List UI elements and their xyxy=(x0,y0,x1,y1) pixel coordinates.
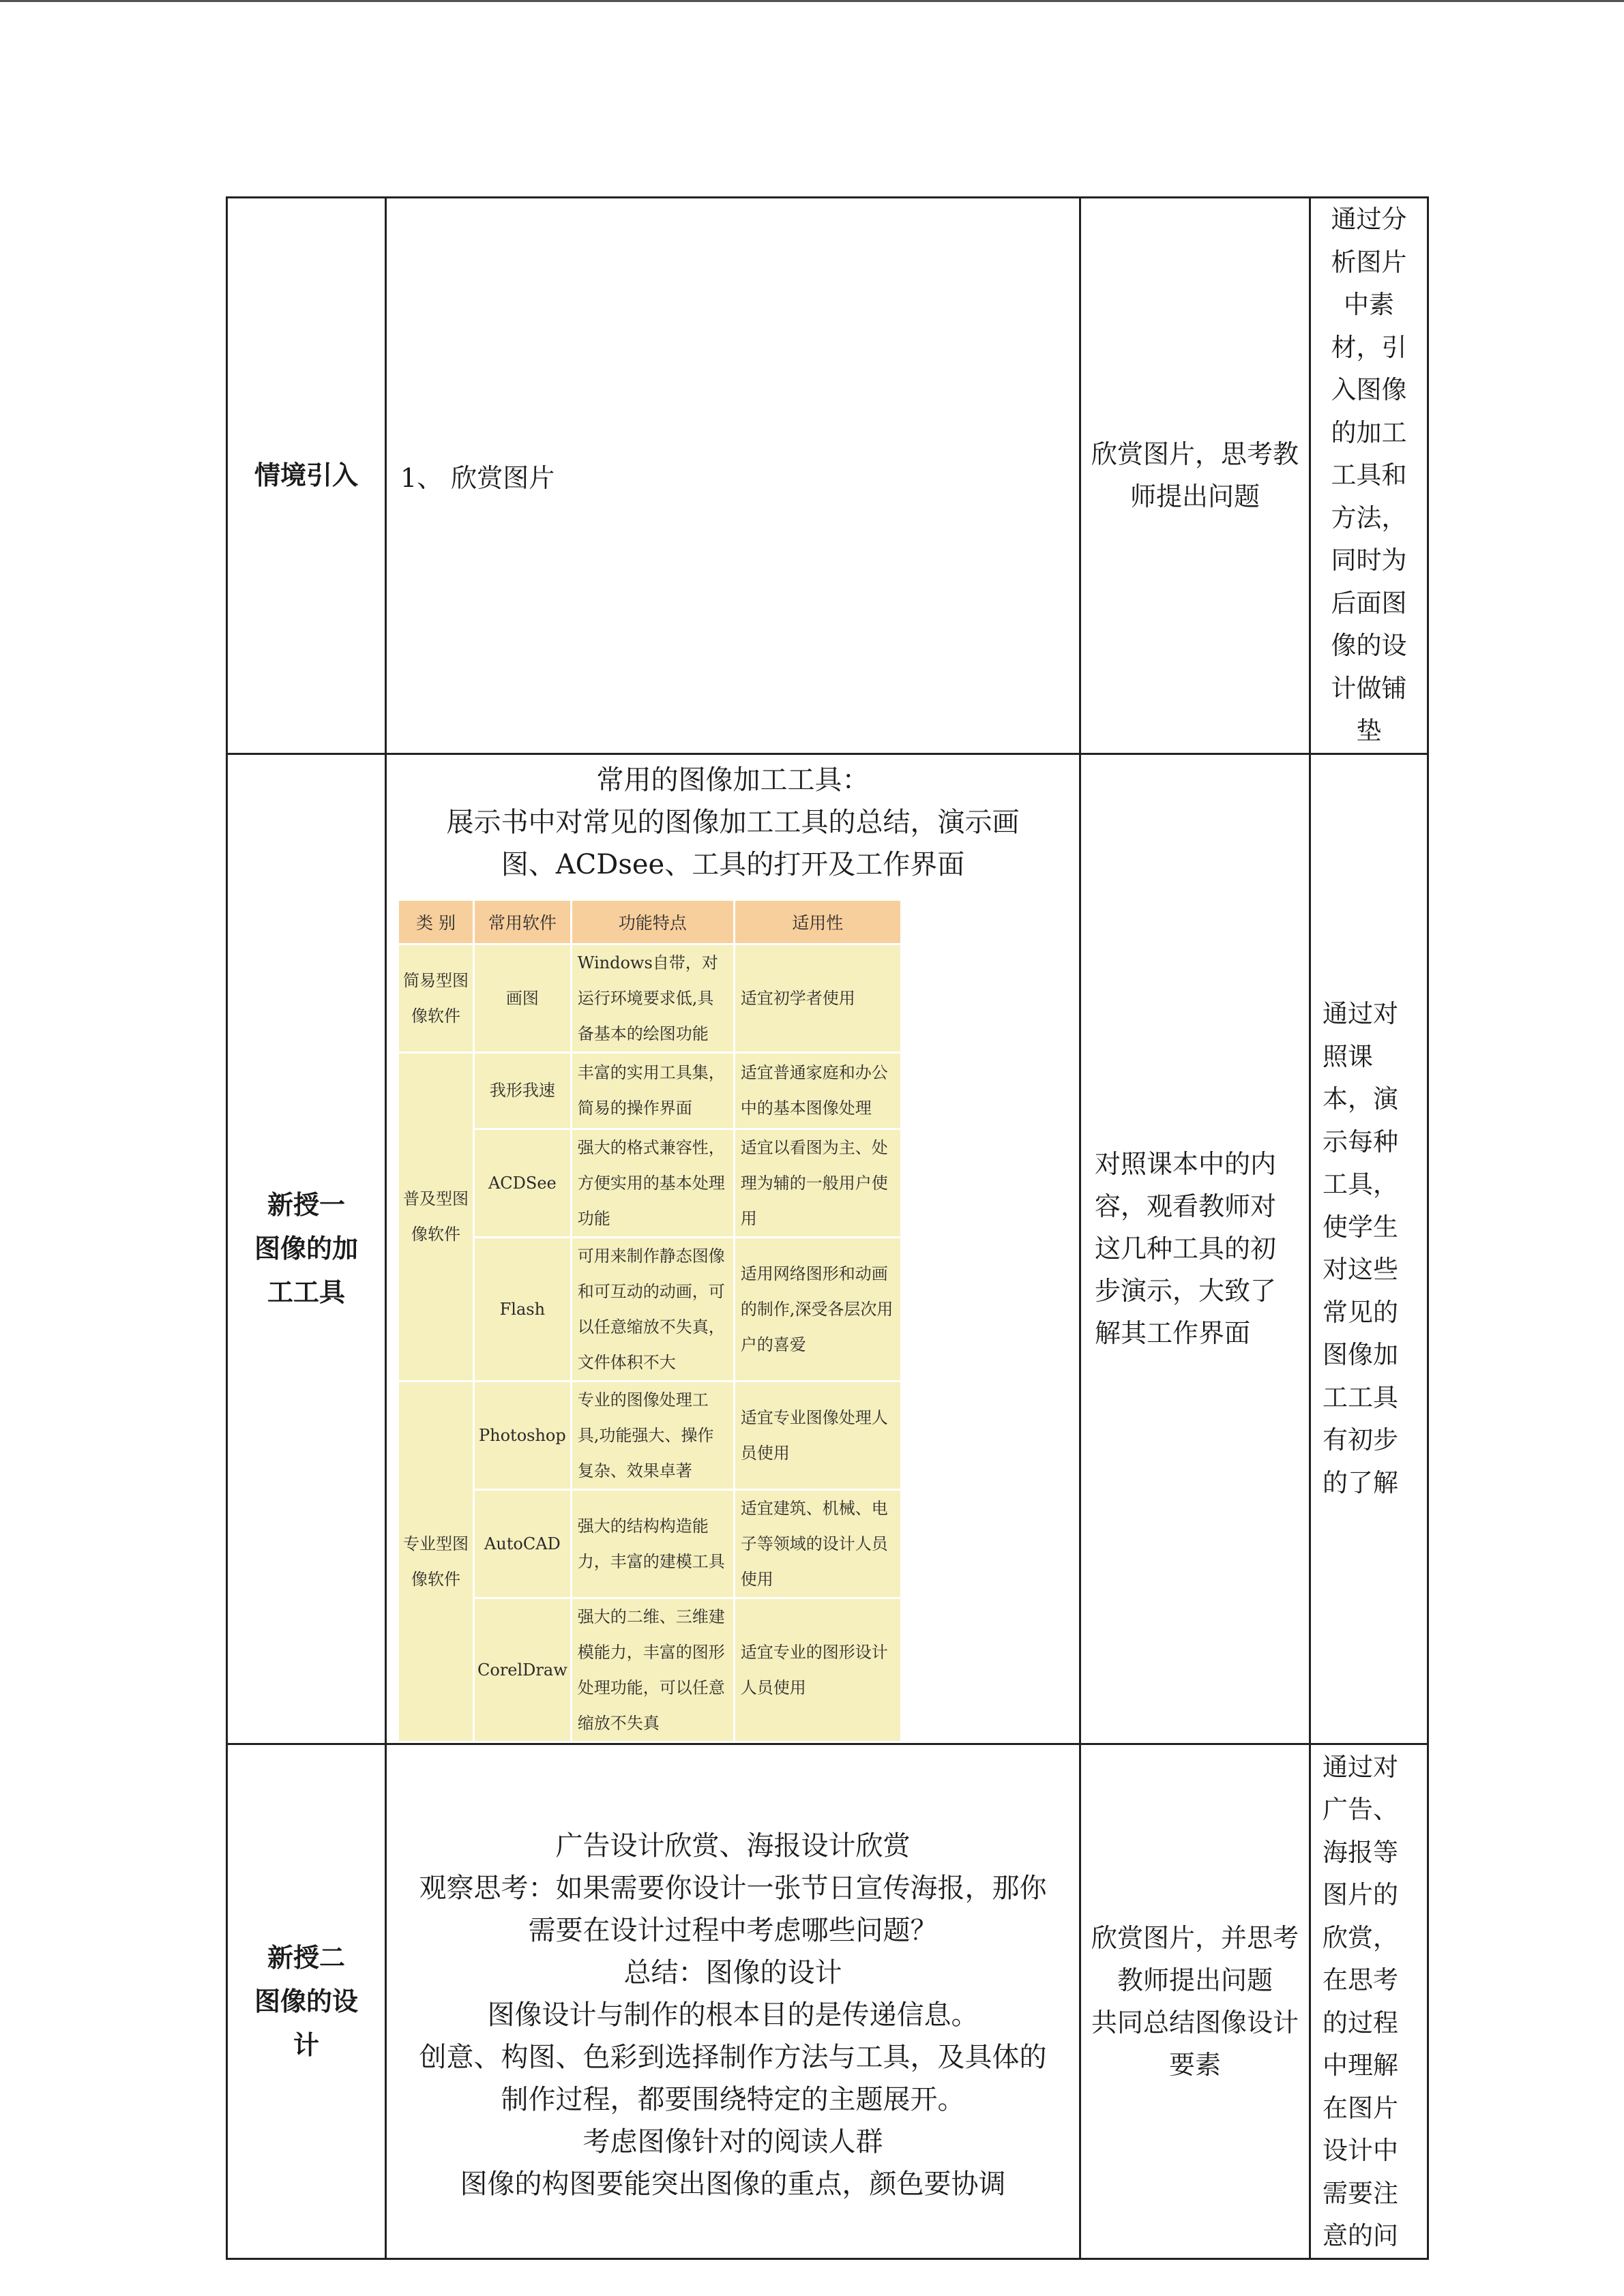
table-row xyxy=(227,754,1428,1744)
content-line: 观察思考：如果需要你设计一张节日宣传海报，那你需要在设计过程中考虑哪些问题？ xyxy=(419,1872,1047,1946)
header-features: 功能特点 xyxy=(572,901,735,945)
software-features: 强大的二维、三维建模能力，丰富的图形处理功能，可以任意缩放不失真 xyxy=(572,1599,735,1743)
stage-cell xyxy=(227,198,386,754)
lesson-plan-table xyxy=(226,196,1429,2260)
software-suitability: 适宜专业图像处理人员使用 xyxy=(735,1382,902,1491)
content-line: 总结：图像的设计 xyxy=(623,1956,842,1988)
software-suitability: 适宜专业的图形设计人员使用 xyxy=(735,1599,902,1743)
page-top-border xyxy=(0,0,1624,2)
software-suitability: 适宜初学者使用 xyxy=(735,945,902,1054)
software-row xyxy=(399,1382,902,1491)
software-suitability: 适宜普通家庭和办公中的基本图像处理 xyxy=(735,1054,902,1130)
software-name: ACDSee xyxy=(475,1130,572,1238)
software-features: 专业的图像处理工具,功能强大、操作复杂、效果卓著 xyxy=(572,1382,735,1491)
software-row xyxy=(399,1130,902,1238)
design-intent-text: 通过分析图片中素材，引入图像的加工工具和方法，同时为后面图像的设计做铺垫 xyxy=(1331,205,1407,745)
software-name: Photoshop xyxy=(475,1382,572,1491)
content-line: 广告设计欣赏、海报设计欣赏 xyxy=(555,1830,911,1862)
content-line: 考虑图像针对的阅读人群 xyxy=(582,2126,883,2158)
header-category: 类 别 xyxy=(399,901,475,945)
stage-label: 新授一 xyxy=(267,1190,345,1220)
student-activity-text: 欣赏图片，思考教师提出问题 xyxy=(1091,439,1299,512)
content-title: 常用的图像加工工具： xyxy=(596,764,870,796)
stage-label: 情境引入 xyxy=(254,460,358,491)
stage-cell xyxy=(227,1744,386,2258)
software-features: 可用来制作静态图像和可互动的动画，可以任意缩放不失真，文件体积不大 xyxy=(572,1238,735,1382)
software-suitability: 适宜以看图为主、处理为辅的一般用户使用 xyxy=(735,1130,902,1238)
header-software: 常用软件 xyxy=(475,901,572,945)
content-line: 图像的构图要能突出图像的重点，颜色要协调 xyxy=(460,2168,1006,2200)
software-suitability: 适宜建筑、机械、电子等领域的设计人员使用 xyxy=(735,1491,902,1599)
software-suitability: 适用网络图形和动画的制作,深受各层次用户的喜爱 xyxy=(735,1238,902,1382)
software-name: Flash xyxy=(475,1238,572,1382)
student-activity-cell xyxy=(1080,1744,1310,2258)
student-activity-text: 对照课本中的内容，观看教师对这几种工具的初步演示，大致了解其工作界面 xyxy=(1095,1149,1277,1348)
software-features: 强大的结构构造能力，丰富的建模工具 xyxy=(572,1491,735,1599)
software-row xyxy=(399,1491,902,1599)
table-row xyxy=(227,198,1428,754)
design-intent-cell xyxy=(1310,198,1428,754)
student-activity-text: 欣赏图片，并思考教师提出问题 xyxy=(1091,1922,1299,1995)
student-activity-cell xyxy=(1080,198,1310,754)
design-intent-text: 通过对照课本，演示每种工具，使学生对这些常见的图像加工工具有初步的了解 xyxy=(1323,999,1398,1497)
stage-cell xyxy=(227,754,386,1744)
design-intent-text: 通过对广告、海报等图片的欣赏，在思考的过程中理解在图片设计中需要注意的问 xyxy=(1323,1752,1398,2250)
software-name: 画图 xyxy=(475,945,572,1054)
content-cell xyxy=(386,1744,1080,2258)
stage-sublabel: 图像的加工工具 xyxy=(254,1234,358,1307)
software-features: Windows自带，对运行环境要求低,具备基本的绘图功能 xyxy=(572,945,735,1054)
software-name: 我形我速 xyxy=(475,1054,572,1130)
stage-sublabel: 图像的设计 xyxy=(254,1986,358,2060)
table-row xyxy=(227,1744,1428,2258)
content-cell xyxy=(386,754,1080,1744)
content-desc: 展示书中对常见的图像加工工具的总结，演示画图、ACDsee、工具的打开及工作界面 xyxy=(446,806,1020,880)
stage-label: 新授二 xyxy=(267,1942,345,1973)
category-cell: 简易型图像软件 xyxy=(399,945,475,1054)
content-line: 创意、构图、色彩到选择制作方法与工具，及具体的制作过程，都要围绕特定的主题展开。 xyxy=(419,2041,1047,2115)
software-row xyxy=(399,1599,902,1743)
software-name: AutoCAD xyxy=(475,1491,572,1599)
software-table-header xyxy=(399,901,902,945)
student-activity-cell xyxy=(1080,754,1310,1744)
software-row xyxy=(399,945,902,1054)
student-activity-text: 共同总结图像设计要素 xyxy=(1091,2007,1299,2080)
category-cell: 普及型图像软件 xyxy=(399,1054,475,1382)
content-line: 图像设计与制作的根本目的是传递信息。 xyxy=(487,1999,979,2031)
software-table xyxy=(399,901,902,1743)
category-cell: 专业型图像软件 xyxy=(399,1382,475,1743)
design-intent-cell xyxy=(1310,754,1428,1744)
software-features: 强大的格式兼容性，方便实用的基本处理功能 xyxy=(572,1130,735,1238)
content-text: 1、 欣赏图片 xyxy=(400,462,555,493)
software-row xyxy=(399,1054,902,1130)
software-name: CorelDraw xyxy=(475,1599,572,1743)
software-features: 丰富的实用工具集，简易的操作界面 xyxy=(572,1054,735,1130)
content-cell xyxy=(386,198,1080,754)
software-row xyxy=(399,1238,902,1382)
design-intent-cell xyxy=(1310,1744,1428,2258)
header-suitability: 适用性 xyxy=(735,901,902,945)
